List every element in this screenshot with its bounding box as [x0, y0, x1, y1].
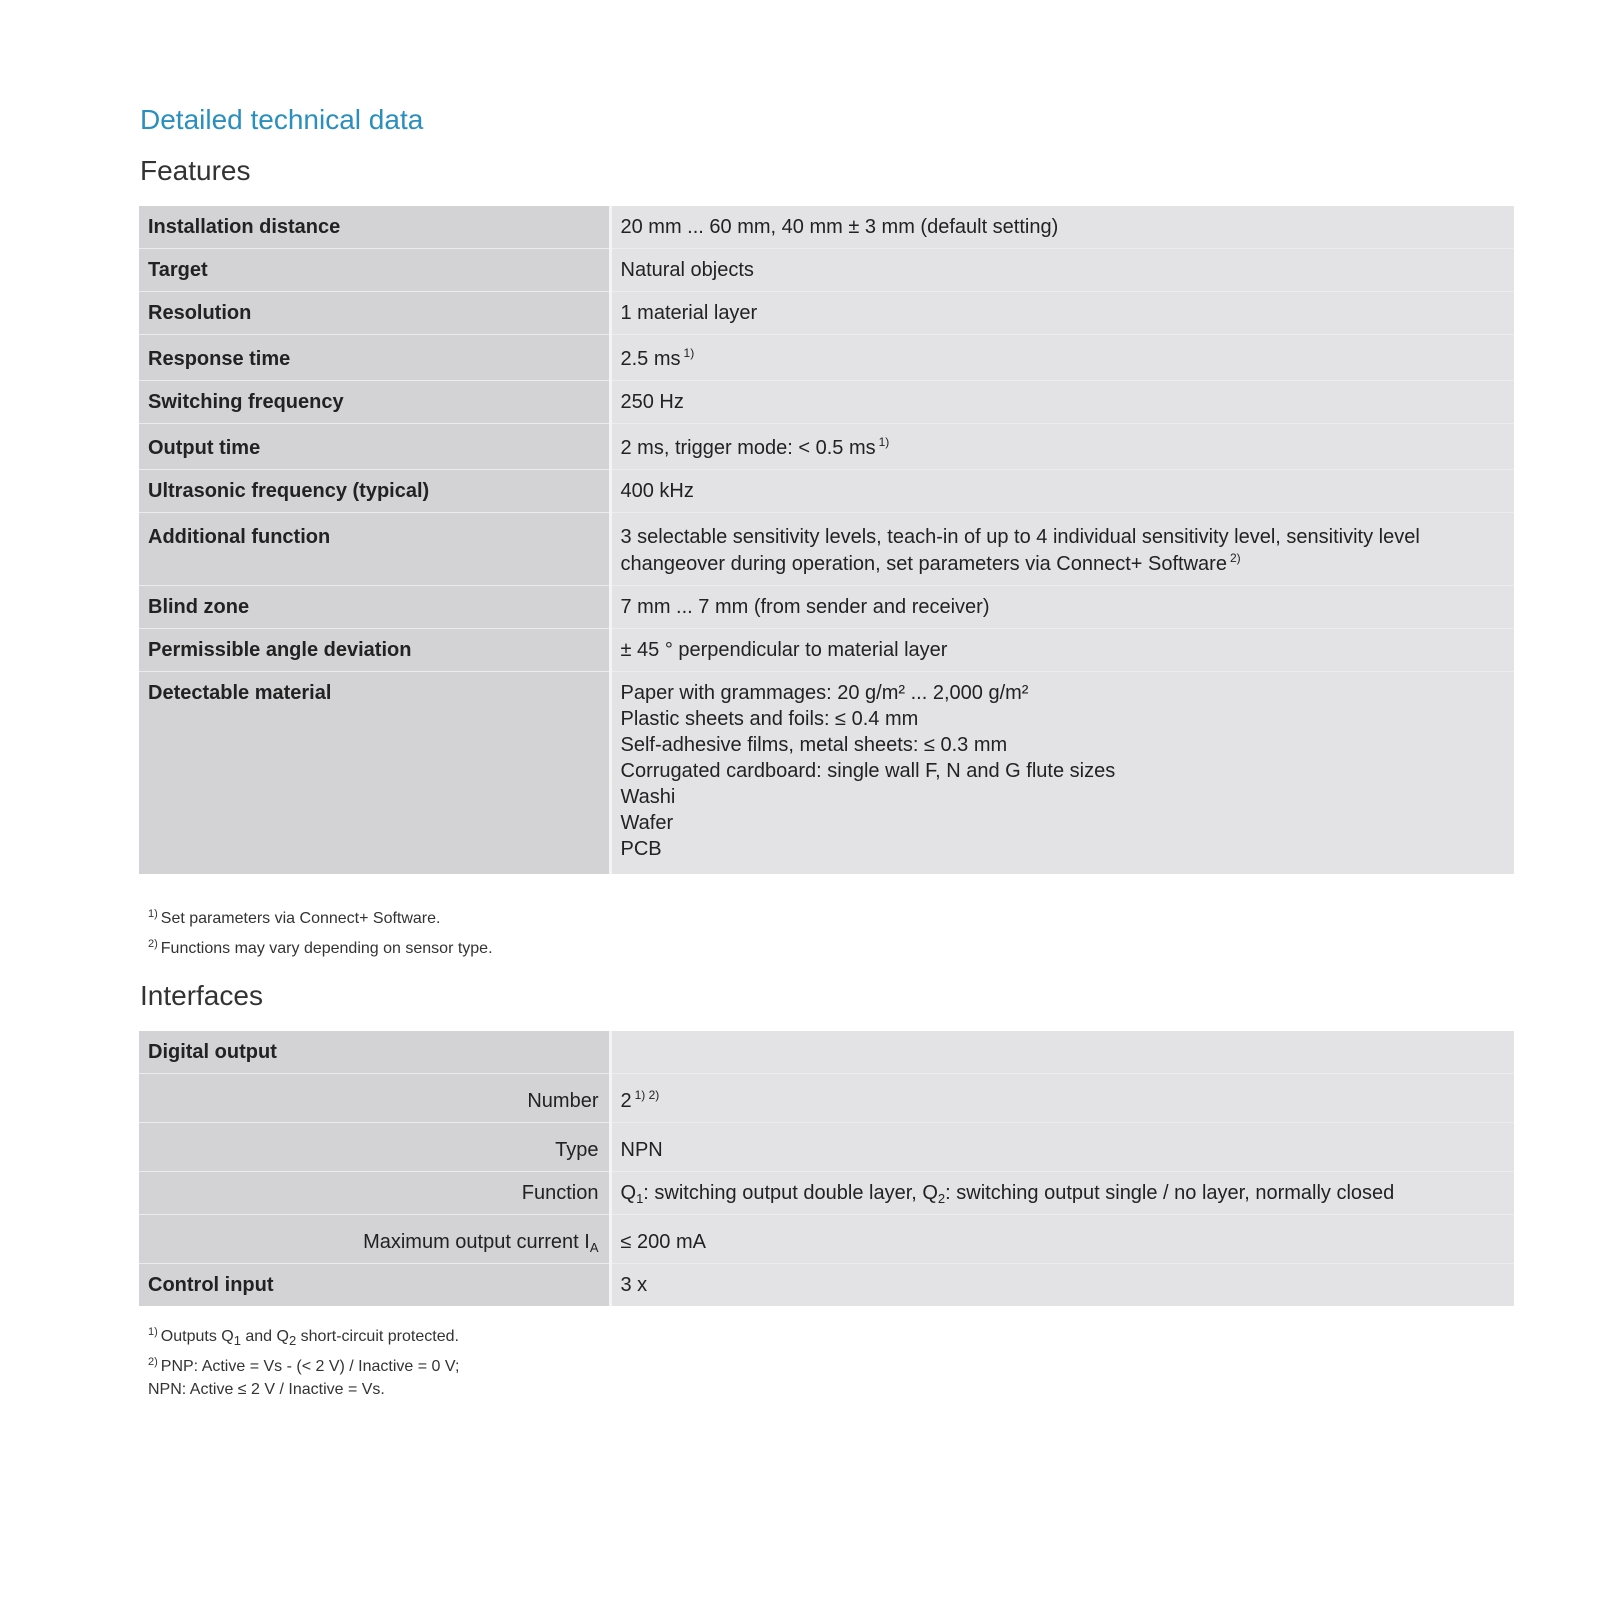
spec-value: $Q_1$: switching output double layer, $Q_2$: switching output single / no layer, normally closed	[610, 1172, 1514, 1215]
list-item: Washi	[620, 786, 676, 808]
interfaces-table	[139, 1031, 1514, 1306]
table-row	[139, 586, 1514, 629]
spec-value: Natural objects	[610, 249, 1514, 292]
spec-sublabel: Number	[139, 1074, 610, 1123]
list-item: Wafer	[620, 812, 674, 834]
spec-value: ≤ 200 mA	[610, 1215, 1514, 1264]
spec-value: 2 $^{1) 2)}$	[610, 1074, 1514, 1123]
spec-value: ± 45 ° perpendicular to material layer	[610, 629, 1514, 672]
features-heading: Features	[140, 155, 251, 186]
table-row	[139, 513, 1514, 586]
page-title: Detailed technical data	[140, 104, 424, 135]
spec-label: Output time	[139, 424, 610, 470]
spec-value: 400 kHz	[610, 470, 1514, 513]
detectable-material-list	[610, 672, 1514, 875]
table-row	[139, 629, 1514, 672]
spec-label: Resolution	[139, 292, 610, 335]
features-footnotes	[148, 907, 493, 967]
table-row	[139, 292, 1514, 335]
spec-value: 7 mm ... 7 mm (from sender and receiver)	[610, 586, 1514, 629]
spec-sublabel: Type	[139, 1123, 610, 1172]
features-table	[139, 206, 1514, 874]
table-row	[139, 1031, 1514, 1074]
spec-label: Additional function	[139, 513, 610, 586]
spec-value: 2 ms, trigger mode: < 0.5 ms $^{1)}$	[610, 424, 1514, 470]
spec-value	[610, 1031, 1514, 1074]
spec-value: NPN	[610, 1123, 1514, 1172]
table-row	[139, 381, 1514, 424]
interfaces-footnote-1: $^{1)}$ Outputs $Q_1$ and $Q_2$ short-circuit protected.	[148, 1326, 459, 1348]
spec-label: Blind zone	[139, 586, 610, 629]
table-row	[139, 206, 1514, 249]
spec-label: Detectable material	[139, 672, 610, 875]
list-item: Paper with grammages: 20 g/m² ... 2,000 g/m²	[620, 682, 1029, 704]
spec-value: 3 selectable sensitivity levels, teach-in of up to 4 individual sensitivity level, sensitivity level changeover during operation, set parameters via Connect+ Software $^{2)}$	[610, 513, 1514, 586]
interfaces-footnote-2: $^{2)}$ PNP: Active = Vs - (< 2 V) / Inactive = 0 V; NPN: Active ≤ 2 V / Inactive = Vs.	[148, 1356, 460, 1398]
spec-label: Ultrasonic frequency (typical)	[139, 470, 610, 513]
spec-label: Installation distance	[139, 206, 610, 249]
spec-label: Response time	[139, 335, 610, 381]
spec-label: Permissible angle deviation	[139, 629, 610, 672]
spec-sublabel: Function	[139, 1172, 610, 1215]
table-row	[139, 1074, 1514, 1123]
table-row	[139, 1264, 1514, 1307]
table-row	[139, 249, 1514, 292]
spec-label: Target	[139, 249, 610, 292]
spec-value: 1 material layer	[610, 292, 1514, 335]
table-row	[139, 672, 1514, 875]
list-item: Corrugated cardboard: single wall F, N and G flute sizes	[620, 760, 1116, 782]
features-table-body	[139, 206, 1514, 874]
spec-value: 20 mm ... 60 mm, 40 mm ± 3 mm (default setting)	[610, 206, 1514, 249]
list-item: Self-adhesive films, metal sheets: ≤ 0.3 mm	[620, 734, 1008, 756]
table-row	[139, 1215, 1514, 1264]
features-footnote-2: $^{2)}$ Functions may vary depending on sensor type.	[148, 938, 493, 957]
table-row	[139, 1172, 1514, 1215]
spec-value: 2.5 ms $^{1)}$	[610, 335, 1514, 381]
table-row	[139, 470, 1514, 513]
spec-label: Digital output	[139, 1031, 610, 1074]
list-item: Plastic sheets and foils: ≤ 0.4 mm	[620, 708, 919, 730]
interfaces-footnotes	[148, 1325, 459, 1408]
spec-sublabel: Maximum output current $I_A$	[139, 1215, 610, 1264]
table-row	[139, 424, 1514, 470]
interfaces-heading: Interfaces	[140, 980, 263, 1011]
list-item: PCB	[620, 838, 662, 860]
spec-value: 250 Hz	[610, 381, 1514, 424]
table-row	[139, 1123, 1514, 1172]
features-footnote-1: $^{1)}$ Set parameters via Connect+ Software.	[148, 908, 441, 927]
spec-label: Control input	[139, 1264, 610, 1307]
spec-label: Switching frequency	[139, 381, 610, 424]
table-row	[139, 335, 1514, 381]
spec-value: 3 x	[610, 1264, 1514, 1307]
